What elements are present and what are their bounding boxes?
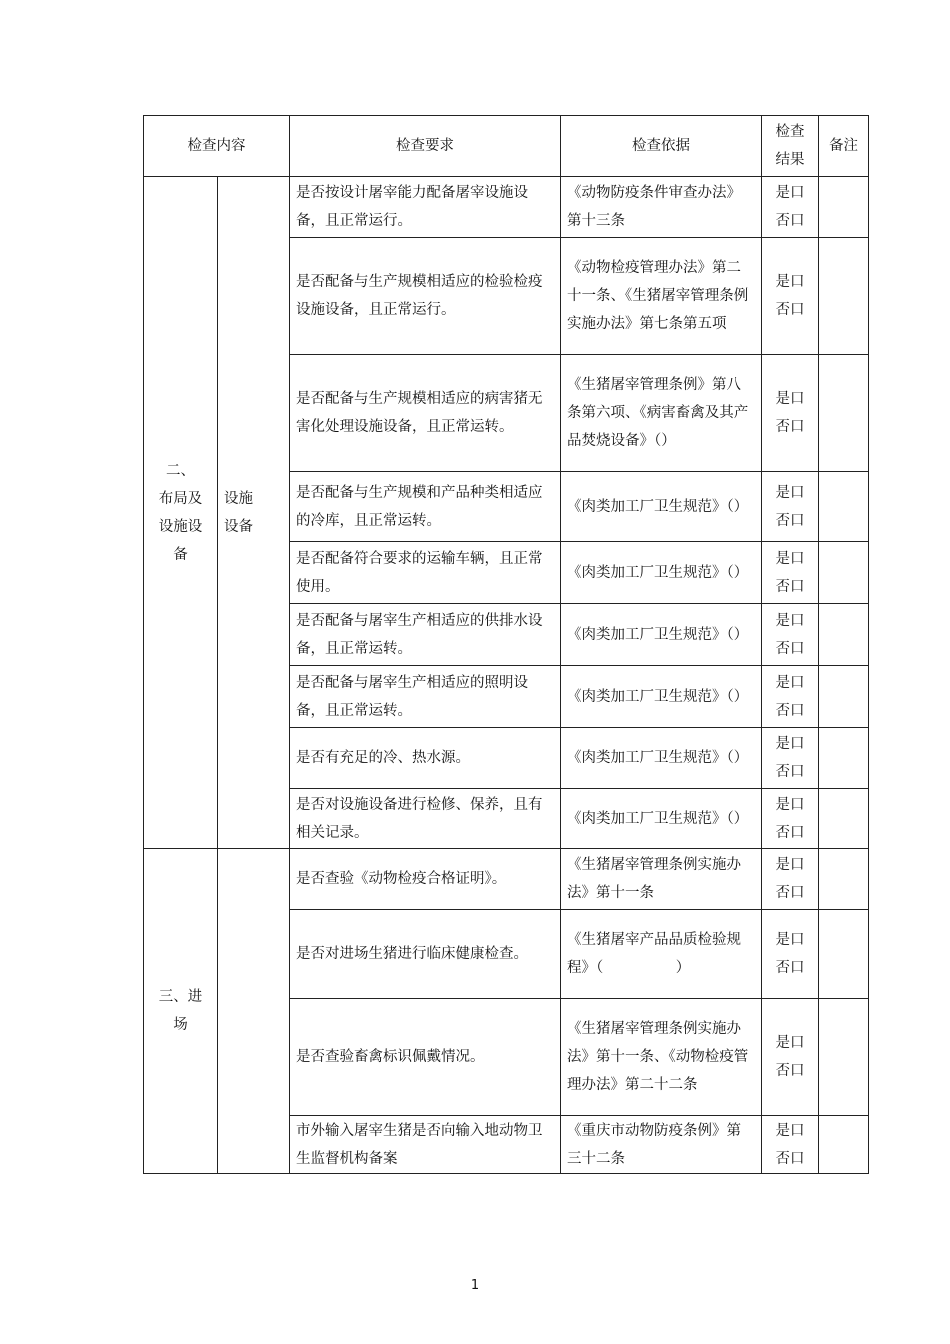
header-basis: 检查依据 <box>561 116 762 177</box>
basis-cell: 《生猪屠宰管理条例实施办法》第十一条、《动物检疫管理办法》第二十二条 <box>561 999 762 1116</box>
note-cell[interactable] <box>819 472 869 542</box>
section-title <box>144 849 218 1174</box>
basis-cell: 《肉类加工厂卫生规范》（） <box>561 542 762 604</box>
result-checkbox-cell[interactable]: 是口 否口 <box>762 999 819 1116</box>
header-result <box>762 116 819 177</box>
section-title-line: 二、 <box>166 462 195 479</box>
result-checkbox-cell[interactable]: 是口 否口 <box>762 604 819 666</box>
section-group-line: 设施 <box>224 490 253 507</box>
table-row <box>144 849 869 910</box>
header-content: 检查内容 <box>144 116 290 177</box>
basis-cell: 《生猪屠宰管理条例实施办法》第十一条 <box>561 849 762 910</box>
note-cell[interactable] <box>819 238 869 355</box>
section-title <box>144 177 218 849</box>
result-checkbox-cell[interactable]: 是口 否口 <box>762 238 819 355</box>
result-checkbox-cell[interactable]: 是口 否口 <box>762 1116 819 1174</box>
requirement-cell: 是否对设施设备进行检修、保养，且有相关记录。 <box>290 789 561 849</box>
basis-cell: 《肉类加工厂卫生规范》（） <box>561 472 762 542</box>
section-group-line: 设备 <box>224 518 253 535</box>
requirement-cell: 是否按设计屠宰能力配备屠宰设施设备，且正常运行。 <box>290 177 561 238</box>
result-checkbox-cell[interactable]: 是口 否口 <box>762 177 819 238</box>
result-checkbox-cell[interactable]: 是口 否口 <box>762 849 819 910</box>
note-cell[interactable] <box>819 728 869 789</box>
requirement-cell: 是否配备符合要求的运输车辆，且正常使用。 <box>290 542 561 604</box>
result-checkbox-cell[interactable]: 是口 否口 <box>762 472 819 542</box>
basis-cell: 《重庆市动物防疫条例》第三十二条 <box>561 1116 762 1174</box>
requirement-cell: 是否有充足的冷、热水源。 <box>290 728 561 789</box>
page-number: 1 <box>470 1278 480 1293</box>
note-cell[interactable] <box>819 849 869 910</box>
basis-cell: 《动物防疫条件审查办法》第十三条 <box>561 177 762 238</box>
basis-cell: 《肉类加工厂卫生规范》（） <box>561 789 762 849</box>
requirement-cell: 是否对进场生猪进行临床健康检查。 <box>290 910 561 999</box>
requirement-cell: 是否配备与生产规模相适应的检验检疫设施设备，且正常运行。 <box>290 238 561 355</box>
section-title-line: 三、进 <box>158 989 203 1005</box>
requirement-cell: 是否配备与屠宰生产相适应的供排水设备，且正常运转。 <box>290 604 561 666</box>
section-group <box>218 849 290 1174</box>
requirement-cell: 是否配备与屠宰生产相适应的照明设备，且正常运转。 <box>290 666 561 728</box>
section-group <box>218 177 290 849</box>
result-checkbox-cell[interactable]: 是口 否口 <box>762 789 819 849</box>
table-header-row <box>144 116 869 177</box>
note-cell[interactable] <box>819 999 869 1116</box>
note-cell[interactable] <box>819 355 869 472</box>
note-cell[interactable] <box>819 1116 869 1174</box>
section-title-line: 设施设 <box>158 518 203 535</box>
basis-cell: 《生猪屠宰管理条例》第八条第六项、《病害畜禽及其产品焚烧设备》（） <box>561 355 762 472</box>
note-cell[interactable] <box>819 666 869 728</box>
header-requirement: 检查要求 <box>290 116 561 177</box>
note-cell[interactable] <box>819 789 869 849</box>
table-body <box>144 177 869 1174</box>
inspection-table <box>143 115 869 1174</box>
requirement-cell: 是否查验畜禽标识佩戴情况。 <box>290 999 561 1116</box>
note-cell[interactable] <box>819 604 869 666</box>
result-checkbox-cell[interactable]: 是口 否口 <box>762 355 819 472</box>
note-cell[interactable] <box>819 910 869 999</box>
table-row <box>144 177 869 238</box>
result-checkbox-cell[interactable]: 是口 否口 <box>762 542 819 604</box>
requirement-cell: 是否配备与生产规模相适应的病害猪无害化处理设施设备，且正常运转。 <box>290 355 561 472</box>
basis-cell: 《肉类加工厂卫生规范》（） <box>561 728 762 789</box>
result-checkbox-cell[interactable]: 是口 否口 <box>762 666 819 728</box>
section-title-line: 布局及 <box>158 490 203 507</box>
header-result-line2: 结果 <box>775 152 805 168</box>
requirement-cell: 是否配备与生产规模和产品种类相适应的冷库，且正常运转。 <box>290 472 561 542</box>
header-result-line1: 检查 <box>775 124 805 140</box>
note-cell[interactable] <box>819 177 869 238</box>
basis-cell: 《动物检疫管理办法》第二十一条、《生猪屠宰管理条例实施办法》第七条第五项 <box>561 238 762 355</box>
header-note: 备注 <box>819 116 869 177</box>
section-title-line: 场 <box>173 1017 188 1033</box>
requirement-cell: 市外输入屠宰生猪是否向输入地动物卫生监督机构备案 <box>290 1116 561 1174</box>
basis-cell: 《肉类加工厂卫生规范》（） <box>561 666 762 728</box>
result-checkbox-cell[interactable]: 是口 否口 <box>762 728 819 789</box>
section-title-line: 备 <box>173 546 188 563</box>
note-cell[interactable] <box>819 542 869 604</box>
requirement-cell: 是否查验《动物检疫合格证明》。 <box>290 849 561 910</box>
basis-cell: 《肉类加工厂卫生规范》（） <box>561 604 762 666</box>
result-checkbox-cell[interactable]: 是口 否口 <box>762 910 819 999</box>
basis-cell: 《生猪屠宰产品品质检验规程》（ ） <box>561 910 762 999</box>
